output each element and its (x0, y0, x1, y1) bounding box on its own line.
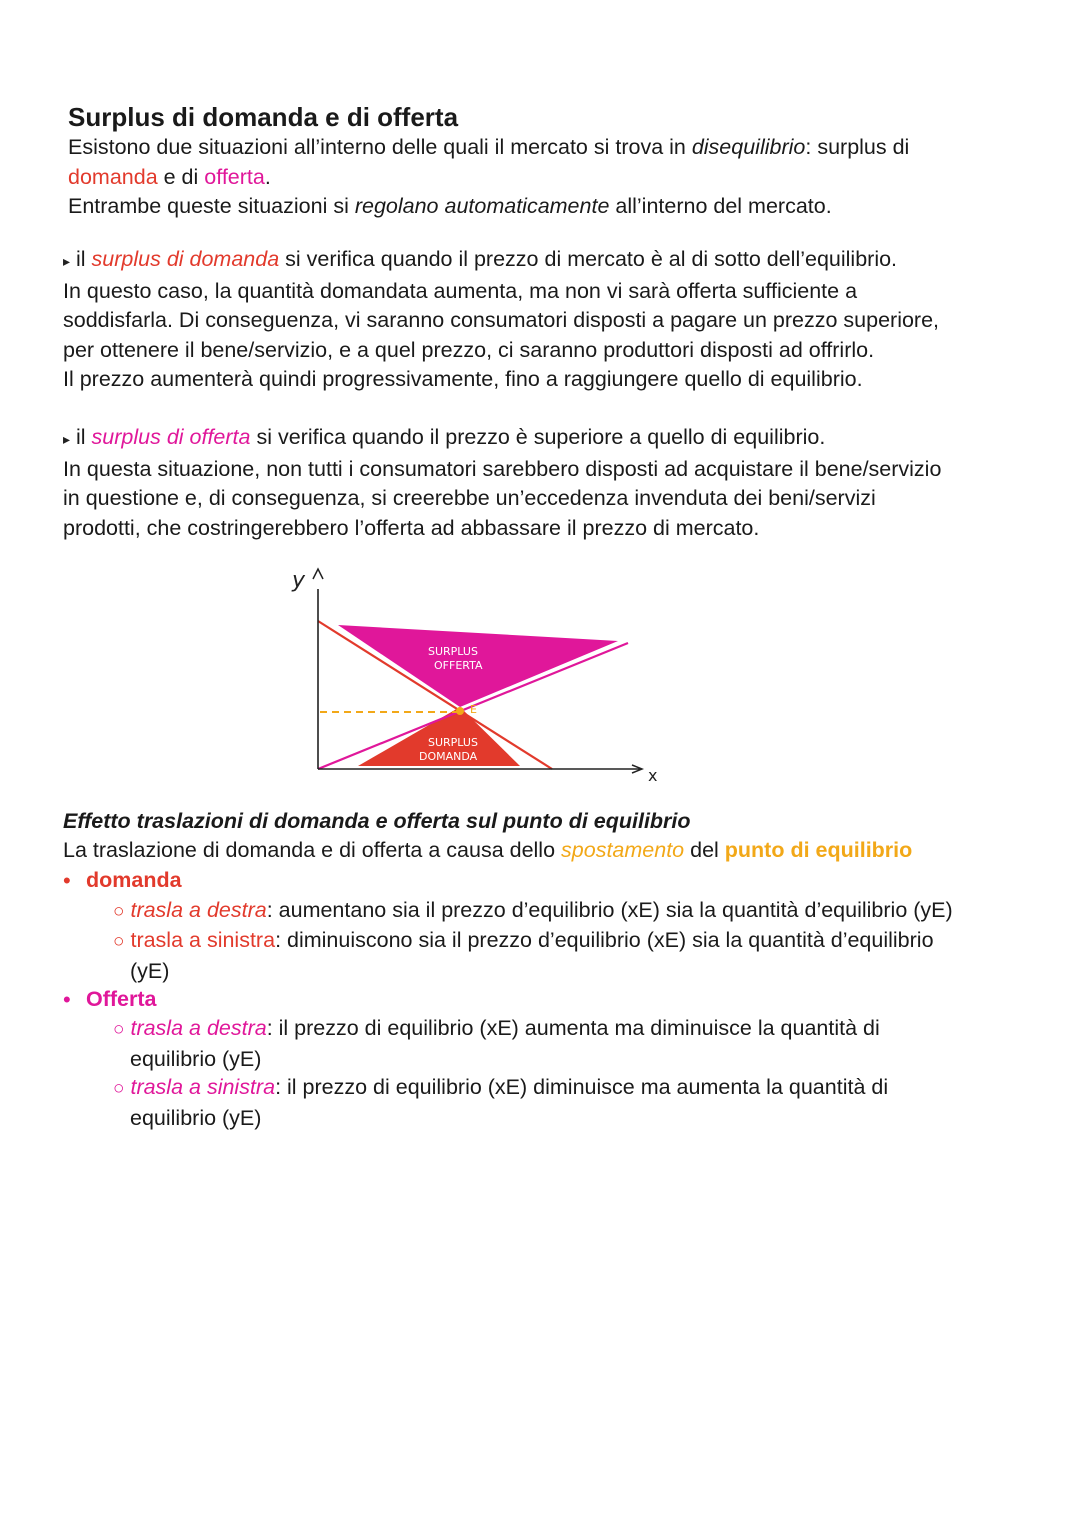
x-axis-label: x (648, 766, 658, 785)
section-title-translations: Effetto traslazioni di domanda e offerta sul punto di equilibrio (63, 809, 691, 833)
demand-surplus-label-line-2: DOMANDA (419, 750, 478, 763)
equilibrium-label: E (470, 703, 477, 716)
domanda-left-line-2: (yE) (130, 958, 170, 983)
y-axis-label: y (292, 568, 306, 593)
offerta-left-line-2: equilibrio (yE) (130, 1105, 262, 1130)
demand-surplus-line-2: In questo caso, la quantità domandata aumenta, ma non vi sarà offerta sufficiente a (63, 278, 858, 303)
offer-surplus-label-line-1: SURPLUS (428, 645, 478, 658)
offerta-right-line-2: equilibrio (yE) (130, 1046, 262, 1071)
domanda-label: domanda (86, 868, 182, 892)
domanda-left-item (113, 926, 934, 986)
circle-bullet-icon: ○ (113, 1078, 125, 1099)
demand-surplus-line-3: soddisfarla. Di conseguenza, vi saranno consumatori disposti a pagare un prezzo superiore, (63, 308, 940, 333)
offer-surplus-paragraph (63, 423, 941, 543)
demand-surplus-paragraph (63, 245, 939, 395)
offer-surplus-line-1: ▸ il surplus di offerta si verifica quando il prezzo è superiore a quello di equilibrio. (63, 425, 826, 449)
offerta-right-item (113, 1014, 880, 1074)
offerta-left-item (113, 1073, 888, 1133)
offer-surplus-line-4: prodotti, che costringerebbero l’offerta ad abbassare il prezzo di mercato. (63, 515, 760, 540)
domanda-left-line: ○ trasla a sinistra: diminuiscono sia il prezzo d’equilibrio (xE) sia la quantità d’equilibrio (113, 928, 934, 952)
offer-surplus-label-line-2: OFFERTA (434, 659, 483, 672)
offerta-left-line: ○ trasla a sinistra: il prezzo di equilibrio (xE) diminuisce ma aumenta la quantità di (113, 1075, 889, 1099)
circle-bullet-icon: ○ (113, 931, 125, 952)
intro-line-2: domanda e di offerta. (68, 164, 271, 189)
intro-line-3: Entrambe queste situazioni si regolano automaticamente all’interno del mercato. (68, 194, 832, 219)
demand-surplus-line-1: ▸ il surplus di domanda si verifica quando il prezzo di mercato è al di sotto dell’equilibrio. (63, 247, 898, 271)
translations-intro-line: La traslazione di domanda e di offerta a causa dello spostamento del punto di equilibrio (63, 838, 913, 862)
demand-surplus-line-5: Il prezzo aumenterà quindi progressivamente, fino a raggiungere quello di equilibrio. (63, 367, 863, 392)
bullet-dot-icon: • (63, 987, 71, 1012)
offer-surplus-line-3: in questione e, di conseguenza, si creerebbe un’eccedenza invenduta dei beni/servizi (63, 486, 876, 511)
triangle-bullet-icon: ▸ (63, 253, 71, 269)
equilibrium-point (456, 707, 464, 715)
circle-bullet-icon: ○ (113, 1019, 125, 1040)
offer-surplus-line-2: In questa situazione, non tutti i consumatori sarebbero disposti ad acquistare il bene/servizio (63, 456, 942, 481)
offerta-right-line: ○ trasla a destra: il prezzo di equilibrio (xE) aumenta ma diminuisce la quantità di (113, 1016, 880, 1040)
domanda-right-item (113, 896, 953, 927)
intro-paragraph (68, 133, 909, 222)
demand-surplus-line-4: per ottenere il bene/servizio, e a quel prezzo, ci saranno produttori disposti ad offrirlo. (63, 337, 875, 362)
translations-intro (63, 836, 912, 866)
bullet-dot-icon: • (63, 868, 71, 893)
domanda-right-line: ○ trasla a destra: aumentano sia il prezzo d’equilibrio (xE) sia la quantità d’equilibrio (yE) (113, 898, 953, 922)
y-axis-arrow-icon (313, 569, 323, 579)
section-title-surplus: Surplus di domanda e di offerta (68, 102, 459, 132)
circle-bullet-icon: ○ (113, 901, 125, 922)
intro-line-1: Esistono due situazioni all’interno delle quali il mercato si trova in disequilibrio: surplus di (68, 135, 910, 159)
surplus-diagram (270, 555, 690, 790)
demand-surplus-label-line-1: SURPLUS (428, 736, 478, 749)
offerta-label: Offerta (86, 987, 157, 1011)
triangle-bullet-icon: ▸ (63, 431, 71, 447)
